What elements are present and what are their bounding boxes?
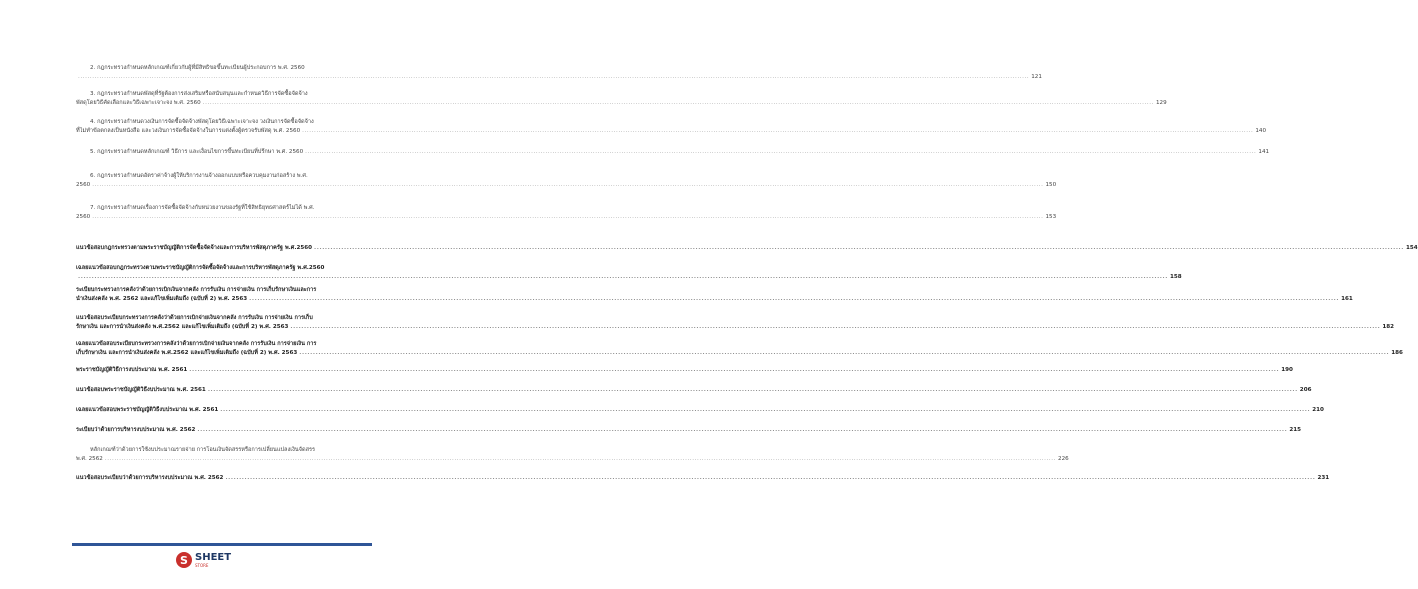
dot-leader: ................................................................................................................................................................................................................................................................................................................................................................................................................	[207, 387, 1298, 393]
dot-leader: ................................................................................................................................................................................................................................................................................................................................................................................................................	[290, 324, 1381, 330]
toc-entry[interactable]	[76, 386, 1312, 395]
toc-page-number: 161	[1341, 296, 1353, 302]
logo-sub: STORE	[195, 562, 209, 568]
toc-page-number: 141	[1258, 149, 1270, 155]
toc-entry[interactable]	[76, 474, 1330, 483]
toc-entry-title: นำเงินส่งคลัง พ.ศ. 2562 และแก้ไขเพิ่มเติมถึง (ฉบับที่ 2) พ.ศ. 2563	[76, 296, 248, 302]
dot-leader: ................................................................................................................................................................................................................................................................................................................................................................................................................	[305, 149, 1257, 155]
toc-entry[interactable]	[76, 90, 1167, 108]
toc-page-number: 206	[1299, 387, 1312, 393]
dot-leader: ................................................................................................................................................................................................................................................................................................................................................................................................................	[314, 245, 1404, 251]
toc-entry-title: แนวข้อสอบระเบียบว่าด้วยการบริหารงบประมาณ พ.ศ. 2562	[76, 475, 224, 481]
toc-entry[interactable]	[76, 406, 1324, 415]
toc-page-number: 153	[1045, 214, 1057, 220]
toc-entry[interactable]	[76, 286, 1353, 304]
toc-page-number: 150	[1045, 182, 1057, 188]
toc-entry[interactable]	[76, 204, 1057, 222]
toc-entry[interactable]	[76, 366, 1293, 375]
toc-page-number: 140	[1255, 128, 1267, 134]
toc-page-number: 182	[1382, 324, 1395, 330]
toc-entry-title: เก็บรักษาเงิน และการนำเงินส่งคลัง พ.ศ.2562 และแก้ไขเพิ่มเติมถึง (ฉบับที่ 2) พ.ศ. 2563	[76, 350, 298, 356]
dot-leader: ................................................................................................................................................................................................................................................................................................................................................................................................................	[78, 74, 1030, 80]
toc-entry-title: เฉลยแนวข้อสอบพระราชบัญญัติวิธีงบประมาณ พ.ศ. 2561	[76, 407, 219, 413]
dot-leader: ................................................................................................................................................................................................................................................................................................................................................................................................................	[302, 128, 1254, 134]
toc-entry[interactable]	[76, 172, 1057, 190]
toc-entry-title-line: ระเบียบกระทรวงการคลังว่าด้วยการเบิกเงินจากคลัง การรับเงิน การจ่ายเงิน การเก็บรักษาเงินและการ	[76, 287, 317, 293]
toc-page-number: 215	[1289, 427, 1302, 433]
toc-entry-title-line: เฉลยแนวข้อสอบระเบียบกระทรวงการคลังว่าด้วยการเบิกจ่ายเงินจากคลัง การรับเงิน การจ่ายเงิน การ	[76, 341, 317, 347]
logo-mark-icon: S	[176, 552, 192, 568]
toc-page-number: 121	[1031, 74, 1042, 80]
toc-entry-title: 5. กฎกระทรวงกำหนดหลักเกณฑ์ วิธีการ และเงื่อนไขการขึ้นทะเบียนที่ปรึกษา พ.ศ. 2560	[90, 149, 304, 155]
toc-entry-title-line: หลักเกณฑ์ว่าด้วยการใช้งบประมาณรายจ่าย การโอนเงินจัดสรรหรือการเปลี่ยนแปลงเงินจัดสรร	[90, 447, 315, 453]
toc-entry[interactable]	[76, 244, 1418, 253]
toc-entry-title: พ.ศ. 2562	[76, 456, 103, 462]
footer-divider	[72, 543, 372, 546]
toc-entry-title-line: 3. กฎกระทรวงกำหนดพัสดุที่รัฐต้องการส่งเสริมหรือสนับสนุนและกำหนดวิธีการจัดซื้อจัดจ้าง	[90, 91, 308, 97]
toc-entry-title: พัสดุโดยวิธีคัดเลือกและวิธีเฉพาะเจาะจง พ.ศ. 2560	[76, 100, 201, 106]
sheet-logo	[176, 552, 231, 568]
toc-entry-title-line: 2. กฎกระทรวงกำหนดหลักเกณฑ์เกี่ยวกับผู้ที่มีสิทธิขอขึ้นทะเบียนผู้ประกอบการ พ.ศ. 2560	[90, 65, 305, 71]
toc-entry-title: พระราชบัญญัติวิธีการงบประมาณ พ.ศ. 2561	[76, 367, 188, 373]
dot-leader: ................................................................................................................................................................................................................................................................................................................................................................................................................	[92, 182, 1044, 188]
toc-entry-title: แนวข้อสอบพระราชบัญญัติวิธีงบประมาณ พ.ศ. 2561	[76, 387, 206, 393]
toc-entry-title-line: เฉลยแนวข้อสอบกฎกระทรวงตามพระราชบัญญัติการจัดซื้อจัดจ้างและการบริหารพัสดุภาครัฐ พ.ศ.2560	[76, 265, 325, 271]
toc-entry-title: ที่ไม่ทำข้อตกลงเป็นหนังสือ และวงเงินการจัดซื้อจัดจ้างในการแต่งตั้งผู้ตรวจรับพัสดุ พ.ศ. 2560	[76, 128, 301, 134]
toc-entry-title-line: 6. กฎกระทรวงกำหนดอัตราค่าจ้างผู้ให้บริการงานจ้างออกแบบหรือควบคุมงานก่อสร้าง พ.ศ.	[90, 173, 308, 179]
toc-entry[interactable]	[76, 148, 1270, 157]
toc-page-number: 210	[1312, 407, 1324, 413]
toc-page-number: 190	[1281, 367, 1293, 373]
toc-entry-title: แนวข้อสอบกฎกระทรวงตามพระราชบัญญัติการจัดซื้อจัดจ้างและการบริหารพัสดุภาครัฐ พ.ศ.2560	[76, 245, 313, 251]
toc-entry[interactable]	[76, 446, 1069, 464]
dot-leader: ................................................................................................................................................................................................................................................................................................................................................................................................................	[78, 274, 1168, 280]
toc-entry-title-line: 4. กฎกระทรวงกำหนดวงเงินการจัดซื้อจัดจ้างพัสดุโดยวิธีเฉพาะเจาะจง วงเงินการจัดซื้อจัดจ้าง	[90, 119, 314, 125]
toc-entry-title: รักษาเงิน และการนำเงินส่งคลัง พ.ศ.2562 และแก้ไขเพิ่มเติมถึง (ฉบับที่ 2) พ.ศ. 2563	[76, 324, 289, 330]
dot-leader: ................................................................................................................................................................................................................................................................................................................................................................................................................	[220, 407, 1311, 413]
toc-entry[interactable]	[76, 314, 1395, 332]
dot-leader: ................................................................................................................................................................................................................................................................................................................................................................................................................	[225, 475, 1316, 481]
toc-entry[interactable]	[76, 118, 1267, 136]
dot-leader: ................................................................................................................................................................................................................................................................................................................................................................................................................	[92, 214, 1044, 220]
dot-leader: ................................................................................................................................................................................................................................................................................................................................................................................................................	[299, 350, 1390, 356]
dot-leader: ................................................................................................................................................................................................................................................................................................................................................................................................................	[197, 427, 1288, 433]
toc-page-number: 129	[1155, 100, 1167, 106]
toc-page-number: 154	[1406, 245, 1418, 251]
toc-entry[interactable]	[76, 64, 1042, 82]
toc-page-number: 226	[1058, 456, 1069, 462]
toc-entry-title-line: แนวข้อสอบระเบียบกระทรวงการคลังว่าด้วยการเบิกจ่ายเงินจากคลัง การรับเงิน การจ่ายเงิน การเก็บ	[76, 315, 313, 321]
toc-entry[interactable]	[76, 264, 1182, 282]
dot-leader: ................................................................................................................................................................................................................................................................................................................................................................................................................	[104, 456, 1057, 462]
toc-entry[interactable]	[76, 426, 1302, 435]
toc-entry-title: ระเบียบว่าด้วยการบริหารงบประมาณ พ.ศ. 2562	[76, 427, 196, 433]
toc-entry-title-line: 7. กฎกระทรวงกำหนดเรื่องการจัดซื้อจัดจ้างกับหน่วยงานของรัฐที่ใช้สิทธิยุทธศาสตร์ไม่ได้ พ.ศ.	[90, 205, 315, 211]
dot-leader: ................................................................................................................................................................................................................................................................................................................................................................................................................	[189, 367, 1280, 373]
toc-page-number: 231	[1317, 475, 1330, 481]
toc-entry-title: 2560	[76, 214, 91, 220]
toc-page-number: 186	[1391, 350, 1403, 356]
toc-entry[interactable]	[76, 340, 1403, 358]
toc-entry-title: 2560	[76, 182, 91, 188]
toc-page-number: 158	[1169, 274, 1182, 280]
dot-leader: ................................................................................................................................................................................................................................................................................................................................................................................................................	[202, 100, 1154, 106]
logo-name: SHEET	[195, 551, 232, 563]
dot-leader: ................................................................................................................................................................................................................................................................................................................................................................................................................	[249, 296, 1340, 302]
